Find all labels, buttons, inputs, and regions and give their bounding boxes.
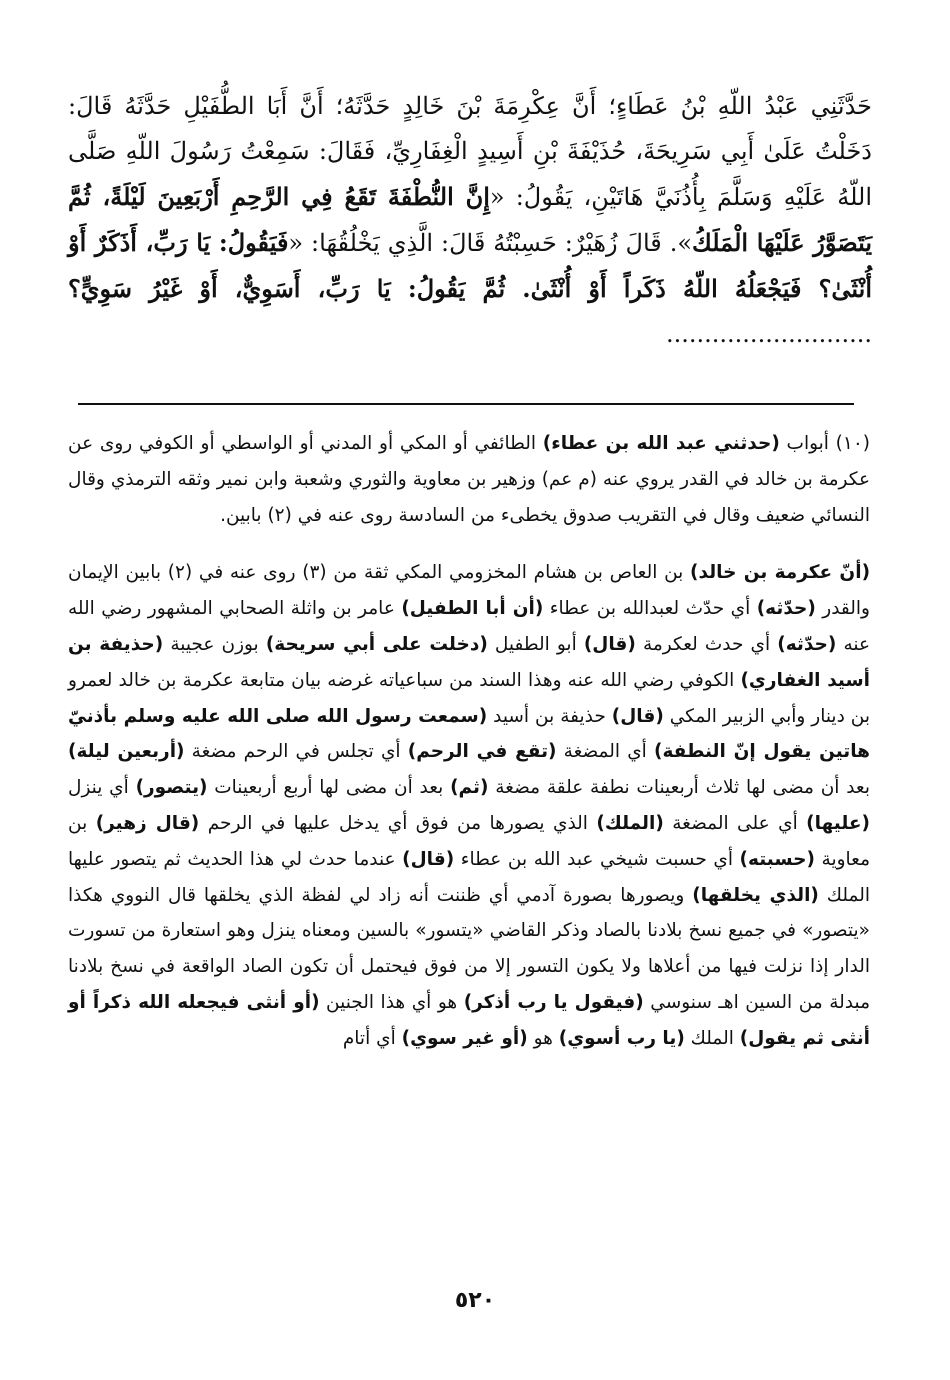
footnote-separator: [78, 403, 854, 405]
quoted-phrase: (أو غير سوي): [401, 1027, 528, 1049]
quoted-phrase: (قال): [583, 633, 636, 655]
explanation-text: الكوفي رضي الله عنه وهذا السند من سباعياته غرضه بيان متابعة عكرمة بن خالد لعمرو بن دينار وأبي الزبير المكي: [68, 669, 870, 727]
explanation-text: الملك: [684, 1027, 740, 1049]
note-text: الطائفي أو المكي أو المدني أو الواسطي أو الكوفي روى عن عكرمة بن خالد في القدر يروي عنه (م عم) وزهير بن معاوية والثوري وشعبة وابن نمير وثقه الترمذي وقال النسائي ضعيف وقال في التقريب صدوق يخطىء من السادسة روى عنه في (٢) بابين.: [68, 433, 870, 526]
quoted-phrase: (ثم): [450, 777, 489, 799]
quoted-phrase: (الذي يخلقها): [692, 884, 819, 906]
explanation-text: هو أي هذا الجنين: [319, 991, 464, 1013]
page-number: ٥٢٠: [454, 1288, 496, 1313]
quoted-phrase: (حذيفة بن أسيد الغفاري): [68, 633, 870, 691]
quoted-phrase: (أن أبا الطفيل): [401, 598, 544, 620]
explanation-text: أي على المضغة: [663, 812, 807, 834]
quoted-phrase: (الملك): [596, 812, 664, 834]
quoted-phrase: (حدّثه): [756, 598, 816, 620]
explanation-text: حذيفة بن أسيد: [487, 705, 612, 727]
explanation-text: أي حدّث لعبدالله بن عطاء: [543, 598, 757, 620]
quoted-phrase: (حسبته): [739, 848, 815, 870]
quoted-phrase: (دخلت على أبي سريحة): [265, 633, 488, 655]
quoted-phrase: (سمعت رسول الله صلى الله عليه وسلم بأذنيّ هاتين يقول إنّ النطفة): [68, 705, 871, 763]
explanation-text: أبو الطفيل: [487, 633, 584, 655]
explanation-text: هو: [527, 1027, 559, 1049]
explanation-text: عامر بن واثلة الصحابي المشهور رضي الله عنه: [68, 598, 870, 655]
quoted-phrase: (فيقول يا رب أذكر): [463, 991, 644, 1013]
explanation-text: أي تجلس في الرحم مضغة: [184, 741, 408, 763]
quoted-phrase: (عليها): [806, 812, 870, 834]
note-number: (١٠) أبواب: [779, 433, 870, 454]
explanation-text: الذي يصورها من فوق أي يدخل عليها في الرحم: [199, 812, 597, 834]
quoted-phrase: (تقع في الرحم): [407, 741, 557, 763]
explanation-text: عندما حدث لي هذا الحديث ثم يتصور عليها الملك: [68, 848, 870, 906]
note-hadith-explanation: [68, 555, 870, 1056]
explanation-text: أي المضغة: [556, 741, 654, 763]
hadith-continuation-dots: ...........................: [666, 320, 872, 348]
explanation-text: أي ينزل: [68, 777, 136, 799]
quoted-phrase: (قال زهير): [95, 812, 200, 834]
explanation-text: بوزن عجيبة: [163, 633, 266, 655]
explanation-text: بعد أن مضى لها ثلاث أربعينات نطفة علقة مضغة: [488, 777, 870, 799]
commentary-notes: [68, 426, 870, 1057]
quoted-phrase: (قال): [402, 848, 455, 870]
hadith-text: [68, 84, 872, 357]
explanation-text: أي حدث لعكرمة: [635, 633, 778, 655]
hadith-matn-part-1: إِنَّ النُّطْفَةَ تَقَعُ فِي الرَّحِمِ أَرْبَعِينَ لَيْلَةً، ثُمَّ يَتَصَوَّرُ عَلَيْهَا الْمَلَكُ: [68, 182, 872, 257]
explanation-text: أي حسبت شيخي عبد الله بن عطاء: [454, 848, 740, 870]
quoted-phrase: (أو أنثى فيجعله الله ذكراً أو أنثى ثم يقول): [68, 991, 870, 1049]
explanation-text: بن معاوية: [68, 812, 871, 870]
quoted-phrase: (أنّ عكرمة بن خالد): [690, 562, 871, 584]
quoted-phrase: (يا رب أسوي): [558, 1027, 685, 1049]
explanation-text: أي أتام: [342, 1027, 402, 1049]
hadith-paragraph: [68, 84, 872, 357]
note-quoted-phrase: (حدثني عبد الله بن عطاء): [542, 433, 780, 454]
hadith-matn-part-2: فَيَقُولُ: يَا رَبِّ، أَذَكَرٌ أَوْ أُنْثَىٰ؟ فَيَجْعَلُهُ اللّهُ ذَكَراً أَوْ أُنْثَىٰ. ثُمَّ يَقُولُ: يَا رَبِّ، أَسَوِيٌّ، أَوْ غَيْرُ سَوِيٍّ؟: [68, 228, 872, 303]
quoted-phrase: (قال): [611, 705, 664, 727]
quoted-phrase: (حدّثه): [777, 633, 837, 655]
explanation-text: بعد أن مضى لها أربع أربعينات: [207, 777, 451, 799]
note-narrator-biography: [68, 426, 870, 533]
hadith-narrator-remark: ». قَالَ زُهَيْرٌ: حَسِبْتُهُ قَالَ: الَّذِي يَخْلُقُهَا: «: [288, 229, 693, 257]
explanation-text: بن العاص بن هشام المخزومي المكي ثقة من (٣) روى عنه في (٢) بابين الإيمان والقدر: [68, 562, 870, 620]
quoted-phrase: (أربعين ليلة): [68, 741, 185, 763]
explanation-text: ويصورها بصورة آدمي أي ظننت أنه زاد لي لفظة الذي يخلقها قال النووي هكذا «يتصور» في جميع نسخ بلادنا بالصاد وذكر القاضي «يتسور» بالسين ومعناه ينزل وهو استعارة من تسورت الدار إذا نزلت فيها من أعلاها ولا يكون التسور إلا من فوق فيحتمل أن تكون الصاد الواقعة في نسخ بلادنا مبدلة من السين اهـ سنوسي: [68, 884, 870, 1013]
hadith-isnad-and-intro: حَدَّثَنِي عَبْدُ اللّهِ بْنُ عَطَاءٍ؛ أَنَّ عِكْرِمَةَ بْنَ خَالِدٍ حَدَّثَهُ؛ أَنَّ أَبَا الطُّفَيْلِ حَدَّثَهُ قَالَ: دَخَلْتُ عَلَىٰ أَبِي سَرِيحَةَ، حُذَيْفَةَ بْنِ أَسِيدٍ الْغِفَارِيِّ، فَقَالَ: سَمِعْتُ رَسُولَ اللّهِ صَلَّى اللّهُ عَلَيْهِ وَسَلَّمَ بِأُذُنَيَّ هَاتَيْنِ، يَقُولُ: «: [68, 92, 873, 211]
quoted-phrase: (يتصور): [135, 777, 208, 799]
